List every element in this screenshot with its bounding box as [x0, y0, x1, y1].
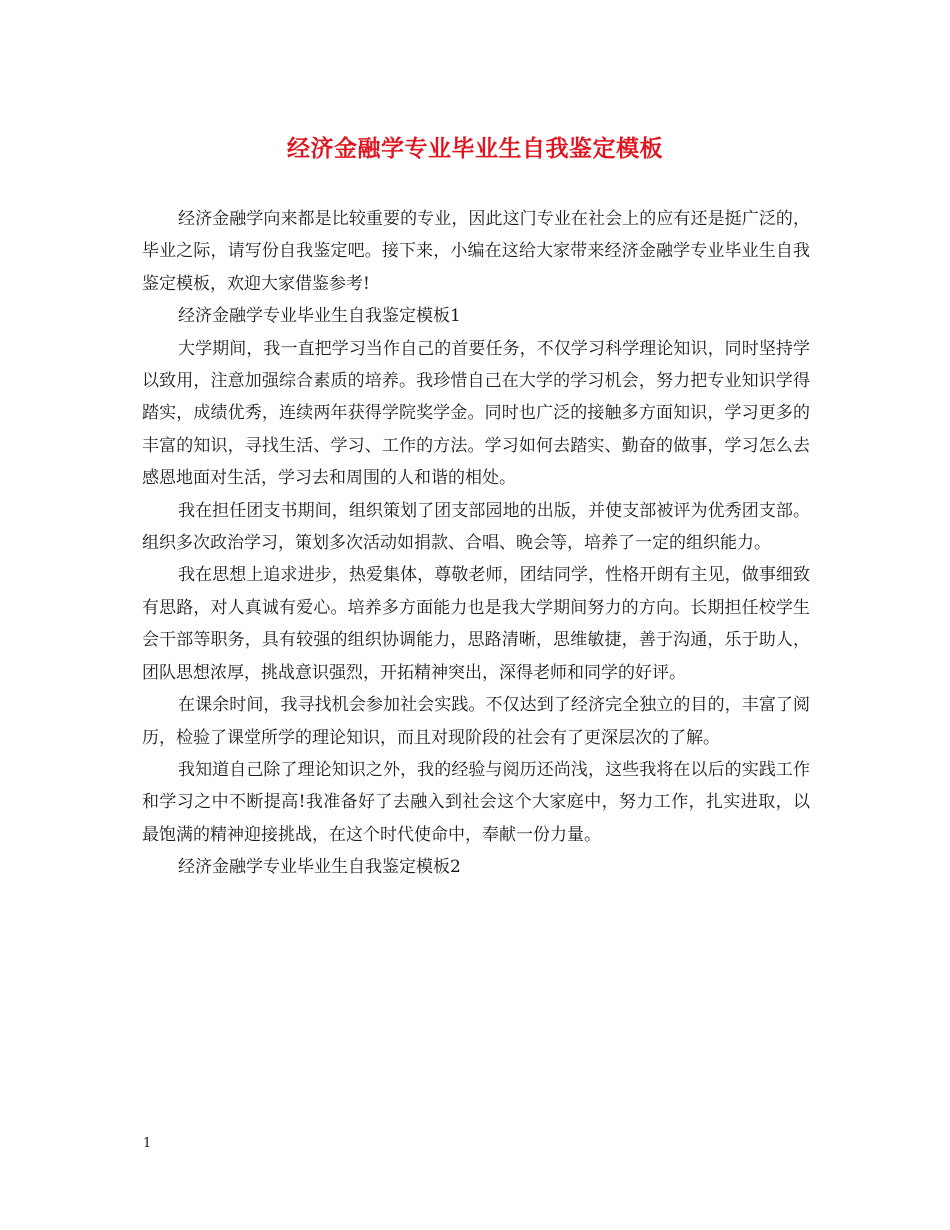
body-paragraph: 我知道自己除了理论知识之外，我的经验与阅历还尚浅，这些我将在以后的实践工作和学习之中不断提高!我准备好了去融入到社会这个大家庭中，努力工作，扎实进取，以最饱满的精神迎接挑战，在这个时代使命中，奉献一份力量。 [142, 759, 810, 845]
body-paragraph: 在课余时间，我寻找机会参加社会实践。不仅达到了经济完全独立的目的，丰富了阅历，检验了课堂所学的理论知识，而且对现阶段的社会有了更深层次的了解。 [142, 695, 810, 748]
intro-paragraph: 经济金融学向来都是比较重要的专业，因此这门专业在社会上的应有还是挺广泛的，毕业之际，请写份自我鉴定吧。接下来，小编在这给大家带来经济金融学专业毕业生自我鉴定模板，欢迎大家借鉴参考! [142, 209, 810, 294]
section-heading-2: 经济金融学专业毕业生自我鉴定模板2 [178, 857, 461, 878]
page-number: 1 [143, 1136, 152, 1151]
body-paragraph: 大学期间，我一直把学习当作自己的首要任务，不仅学习科学理论知识，同时坚持学以致用，注意加强综合素质的培养。我珍惜自己在大学的学习机会，努力把专业知识学得踏实，成绩优秀，连续两年获得学院奖学金。同时也广泛的接触多方面知识，学习更多的丰富的知识，寻找生活、学习、工作的方法。学习如何去踏实、勤奋的做事，学习怎么去感恩地面对生活，学习去和周围的人和谐的相处。 [142, 338, 810, 489]
body-paragraph: 我在担任团支书期间，组织策划了团支部园地的出版，并使支部被评为优秀团支部。组织多次政治学习，策划多次活动如捐款、合唱、晚会等，培养了一定的组织能力。 [142, 500, 810, 554]
body-paragraph: 我在思想上追求进步，热爱集体，尊敬老师，团结同学，性格开朗有主见，做事细致有思路，对人真诚有爱心。培养多方面能力也是我大学期间努力的方向。长期担任校学生会干部等职务，具有较强的组织协调能力，思路清晰，思维敏捷，善于沟通，乐于助人，团队思想浓厚，挑战意识强烈，开拓精神突出，深得老师和同学的好评。 [142, 565, 810, 683]
document-body [142, 203, 810, 884]
section-heading-1: 经济金融学专业毕业生自我鉴定模板1 [178, 306, 461, 327]
document-title: 经济金融学专业毕业生自我鉴定模板 [287, 135, 663, 162]
